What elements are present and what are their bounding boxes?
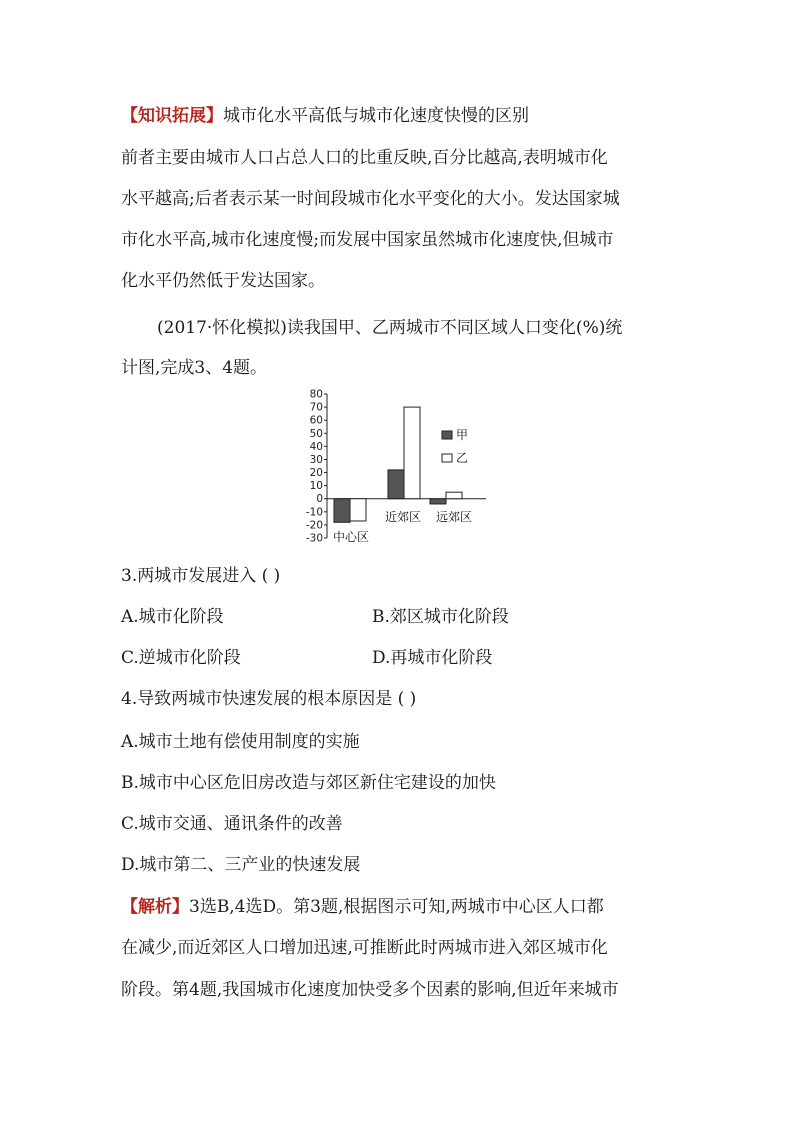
legend-label: 甲 (456, 428, 469, 442)
knowledge-line: 前者主要由城市人口占总人口的比重反映,百分比越高,表明城市化 (121, 148, 608, 168)
q3-option-a[interactable]: A.城市化阶段 (121, 607, 224, 627)
knowledge-tag: 【知识拓展】 (121, 106, 223, 126)
knowledge-line: 水平越高;后者表示某一时间段城市化水平变化的大小。发达国家城 (121, 189, 620, 209)
chart-legend (442, 428, 468, 465)
bar-yi (404, 407, 420, 499)
y-tick-label: 50 (309, 427, 323, 440)
analysis-line (121, 896, 604, 918)
y-tick-label: 30 (309, 453, 323, 466)
y-tick-label: -30 (305, 532, 323, 545)
bar-jia (334, 499, 350, 523)
knowledge-heading (121, 105, 529, 127)
q3-option-c[interactable]: C.逆城市化阶段 (121, 648, 241, 668)
q4-option-d[interactable]: D.城市第二、三产业的快速发展 (121, 855, 361, 875)
y-tick-label: 80 (309, 388, 323, 401)
analysis-line: 阶段。第4题,我国城市化速度加快受多个因素的影响,但近年来城市 (121, 980, 619, 1000)
y-tick-label: 20 (309, 467, 323, 480)
category-label: 远郊区 (435, 510, 473, 524)
y-tick-label: -20 (305, 519, 323, 532)
intro-line: (2017·怀化模拟)读我国甲、乙两城市不同区域人口变化(%)统 (157, 318, 623, 338)
knowledge-line: 市化水平高,城市化速度慢;而发展中国家虽然城市化速度快,但城市 (121, 230, 614, 250)
q3-option-d[interactable]: D.再城市化阶段 (372, 648, 493, 668)
analysis-tag: 【解析】 (121, 897, 189, 917)
population-change-chart (296, 384, 496, 552)
legend-swatch (442, 431, 452, 439)
q4-option-c[interactable]: C.城市交通、通讯条件的改善 (121, 814, 343, 834)
bar-yi (446, 492, 462, 499)
legend-swatch (442, 454, 452, 462)
q3-option-b[interactable]: B.郊区城市化阶段 (372, 607, 509, 627)
category-label: 近郊区 (384, 510, 422, 524)
y-tick-label: 70 (309, 401, 323, 414)
bar-jia (388, 470, 404, 499)
bar-yi (350, 499, 366, 521)
y-tick-label: 10 (309, 480, 323, 493)
q4-stem: 4.导致两城市快速发展的根本原因是 ( ) (121, 689, 417, 709)
bar-jia (430, 499, 446, 504)
q4-option-b[interactable]: B.城市中心区危旧房改造与郊区新住宅建设的加快 (121, 773, 496, 793)
analysis-text: 3选B,4选D。第3题,根据图示可知,两城市中心区人口都 (189, 897, 604, 917)
chart-bars (334, 407, 462, 522)
y-tick-label: 40 (309, 440, 323, 453)
q3-stem: 3.两城市发展进入 ( ) (121, 566, 281, 586)
y-tick-label: 60 (309, 414, 323, 427)
q4-option-a[interactable]: A.城市土地有偿使用制度的实施 (121, 732, 360, 752)
legend-label: 乙 (456, 451, 469, 465)
knowledge-line: 化水平仍然低于发达国家。 (121, 271, 325, 291)
category-label: 中心区 (332, 530, 370, 544)
chart-y-ticks (306, 389, 327, 545)
knowledge-title: 城市化水平高低与城市化速度快慢的区别 (223, 106, 529, 126)
intro-line: 计图,完成3、4题。 (121, 358, 268, 378)
analysis-line: 在减少,而近郊区人口增加迅速,可推断此时两城市进入郊区城市化 (121, 938, 608, 958)
y-tick-label: -10 (305, 506, 323, 519)
y-tick-label: 0 (316, 493, 323, 506)
